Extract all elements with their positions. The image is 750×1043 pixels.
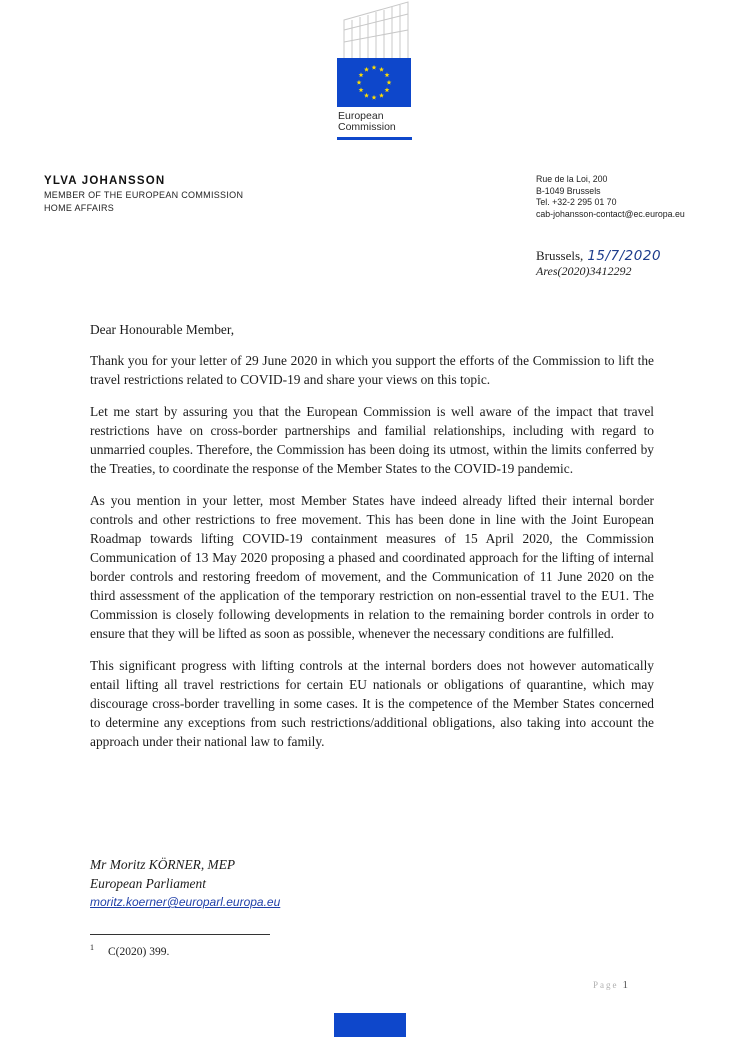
footnote-marker: 1 xyxy=(90,943,94,952)
recipient-block xyxy=(90,855,280,912)
handwritten-date: 15/7/2020 xyxy=(587,248,662,264)
address-city: B-1049 Brussels xyxy=(536,185,601,196)
paragraph-4: This significant progress with lifting controls at the internal borders does not however automatically entail lifting all travel restrictions for certain EU nationals or obligations of quarantine, which may discourage cross-border travelling in some cases. It is the competence of the Member States concerned to determine any exceptions from such restrictions/additional obligations, also taking into account the approach under their national law to family. xyxy=(90,658,654,749)
address-phone: Tel. +32-2 295 01 70 xyxy=(536,197,617,208)
sender-block xyxy=(44,173,243,215)
page-label: Page xyxy=(593,980,619,990)
logo-wordmark: European Commission xyxy=(338,110,396,133)
logo-underline xyxy=(337,137,412,140)
paragraph-1: Thank you for your letter of 29 June 2020 in which you support the efforts of the Commission to lift the travel restrictions related to COVID-19 and share your views on this topic. xyxy=(90,353,654,387)
paragraph-2: Let me start by assuring you that the European Commission is well aware of the impact that travel restrictions have on cross-border partnerships and familial relationships, including with regard to unmarried couples. Therefore, the Commission has been doing its utmost, within the limits conferred by the Treaties, to coordinate the response of the Member States to the COVID-19 pandemic. xyxy=(90,404,654,476)
sender-name: YLVA JOHANSSON xyxy=(44,175,166,187)
paragraph-3: As you mention in your letter, most Member States have indeed already lifted their internal border controls and other restrictions to free movement. This has been done in line with the Joint European Roadmap towards lifting COVID-19 containment measures of 15 April 2020, the Commission Communication of 13 May 2020 proposing a phased and coordinated approach for the lifting of internal border controls and restoring freedom of movement, and the Communication of 11 June 2020 on the third assessment of the application of the temporary restriction on non-essential travel to the EU1. The Commission is closely following developments in relation to the remaining border controls in order to ensure that they will be lifted as soon as possible, whenever the necessary conditions are fulfilled. xyxy=(90,493,654,641)
footnote xyxy=(90,943,169,958)
address-street: Rue de la Loi, 200 xyxy=(536,174,608,184)
salutation: Dear Honourable Member, xyxy=(90,322,235,337)
recipient-email-link[interactable]: moritz.koerner@europarl.europa.eu xyxy=(90,895,281,909)
eu-flag-logo xyxy=(337,58,411,107)
recipient-name: Mr Moritz KÖRNER, MEP xyxy=(90,857,236,872)
sender-title: MEMBER OF THE EUROPEAN COMMISSION xyxy=(44,190,244,200)
footer-flag-bar xyxy=(334,1013,406,1037)
recipient-institution: European Parliament xyxy=(90,876,206,891)
footnote-divider xyxy=(90,934,270,935)
address-block xyxy=(536,174,685,220)
letter-body xyxy=(90,320,654,764)
sender-portfolio: HOME AFFAIRS xyxy=(44,203,115,213)
page-number: 1 xyxy=(622,979,628,991)
footnote-text: C(2020) 399. xyxy=(108,945,170,958)
date-block xyxy=(536,247,661,279)
page-indicator xyxy=(593,979,628,991)
ares-reference: Ares(2020)3412292 xyxy=(536,264,632,278)
address-email[interactable]: cab-johansson-contact@ec.europa.eu xyxy=(536,208,685,219)
date-city: Brussels, xyxy=(536,248,584,263)
